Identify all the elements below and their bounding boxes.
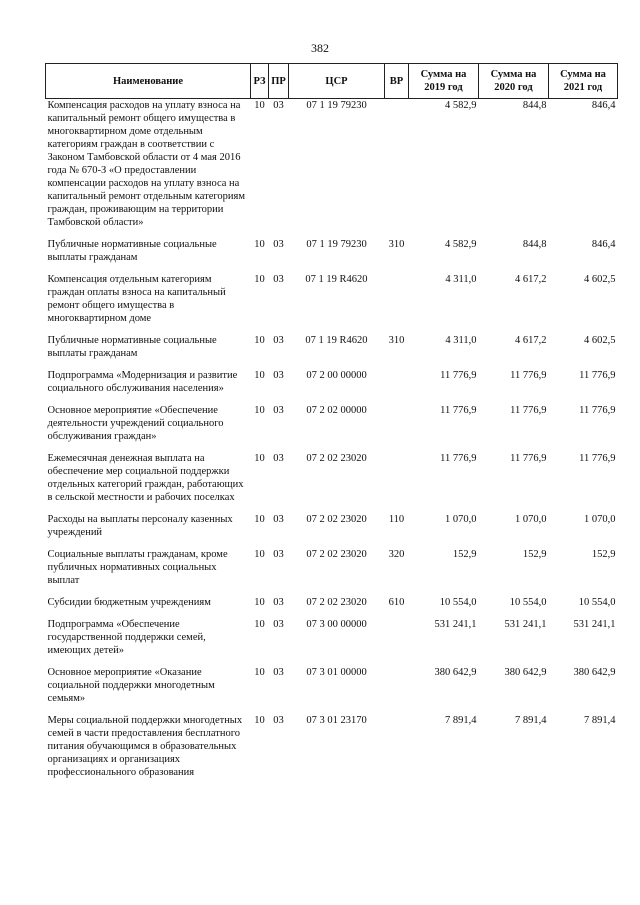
table-row [46, 618, 618, 666]
header-sum-2019: Сумма на 2019 год [409, 64, 479, 99]
row-pr: 03 [273, 549, 284, 560]
row-sum-2019: 4 311,0 [445, 274, 477, 285]
page-number: 382 [311, 41, 329, 55]
row-sum-2021: 380 642,9 [573, 667, 616, 678]
row-sum-2020: 380 642,9 [504, 667, 547, 678]
table-row [46, 714, 618, 788]
row-csr: 07 2 02 23020 [306, 514, 367, 525]
row-csr: 07 2 02 23020 [306, 549, 367, 560]
row-csr: 07 1 19 79230 [306, 239, 367, 250]
row-pr: 03 [273, 274, 284, 285]
row-name: Расходы на выплаты персоналу казенных учреждений [47, 514, 233, 538]
row-sum-2019: 4 311,0 [445, 335, 477, 346]
row-sum-2020: 4 617,2 [515, 274, 547, 285]
row-pr: 03 [273, 405, 284, 416]
row-name: Подпрограмма «Обеспечение государственной поддержки семей, имеющих детей» [47, 619, 206, 656]
row-csr: 07 1 19 R4620 [305, 274, 368, 285]
row-vr: 310 [388, 239, 405, 250]
row-rz: 10 [254, 453, 265, 464]
row-pr: 03 [273, 453, 284, 464]
header-csr: ЦСР [289, 64, 385, 99]
row-rz: 10 [254, 715, 265, 726]
table-row [46, 666, 618, 714]
row-sum-2020: 1 070,0 [515, 514, 547, 525]
table-row [46, 334, 618, 369]
row-sum-2021: 152,9 [591, 549, 616, 560]
table-row [46, 273, 618, 334]
row-sum-2019: 380 642,9 [434, 667, 477, 678]
row-name: Меры социальной поддержки многодетных семей в части предоставления бесплатного питания обучающимся в образовательных организациях и организациях профессионального образования [47, 715, 243, 778]
row-sum-2019: 11 776,9 [440, 405, 477, 416]
row-sum-2019: 531 241,1 [434, 619, 477, 630]
row-sum-2021: 7 891,4 [584, 715, 616, 726]
row-sum-2021: 11 776,9 [579, 405, 616, 416]
row-sum-2021: 1 070,0 [584, 514, 616, 525]
table-header-row [46, 64, 618, 99]
row-pr: 03 [273, 335, 284, 346]
row-sum-2021: 846,4 [591, 239, 616, 250]
row-pr: 03 [273, 597, 284, 608]
row-rz: 10 [254, 335, 265, 346]
row-vr [385, 714, 409, 788]
row-pr: 03 [273, 239, 284, 250]
row-rz: 10 [254, 239, 265, 250]
header-vr: ВР [385, 64, 409, 99]
row-pr: 03 [273, 100, 284, 111]
row-sum-2020: 11 776,9 [510, 453, 547, 464]
row-name: Ежемесячная денежная выплата на обеспечение мер социальной поддержки отдельных категорий граждан, работающих в сельской местности и рабочих поселках [47, 453, 244, 503]
row-sum-2021: 846,4 [591, 100, 616, 111]
row-sum-2019: 152,9 [452, 549, 477, 560]
row-sum-2021: 11 776,9 [579, 370, 616, 381]
row-sum-2019: 11 776,9 [440, 370, 477, 381]
row-name: Социальные выплаты гражданам, кроме публичных нормативных социальных выплат [47, 549, 228, 586]
row-pr: 03 [273, 370, 284, 381]
row-rz: 10 [254, 405, 265, 416]
row-sum-2020: 10 554,0 [509, 597, 547, 608]
row-vr [385, 273, 409, 334]
header-sum-2020: Сумма на 2020 год [479, 64, 549, 99]
row-name: Публичные нормативные социальные выплаты гражданам [47, 239, 217, 263]
row-rz: 10 [254, 514, 265, 525]
table-row [46, 404, 618, 452]
header-sum-2021: Сумма на 2021 год [549, 64, 618, 99]
row-sum-2020: 11 776,9 [510, 405, 547, 416]
row-vr: 110 [388, 514, 405, 525]
row-sum-2020: 4 617,2 [515, 335, 547, 346]
row-pr: 03 [273, 667, 284, 678]
header-rz: РЗ [251, 64, 269, 99]
row-vr [385, 404, 409, 452]
row-vr [385, 99, 409, 239]
row-rz: 10 [254, 619, 265, 630]
row-sum-2020: 7 891,4 [515, 715, 547, 726]
row-rz: 10 [254, 667, 265, 678]
row-vr [385, 369, 409, 404]
row-sum-2021: 4 602,5 [584, 274, 616, 285]
row-sum-2021: 11 776,9 [579, 453, 616, 464]
row-sum-2020: 844,8 [522, 239, 547, 250]
row-rz: 10 [254, 274, 265, 285]
row-pr: 03 [273, 715, 284, 726]
table-row [46, 369, 618, 404]
row-name: Основное мероприятие «Обеспечение деятельности учреждений социального обслуживания граждан» [47, 405, 224, 442]
row-rz: 10 [254, 100, 265, 111]
row-vr: 610 [388, 597, 405, 608]
header-pr: ПР [269, 64, 289, 99]
row-csr: 07 3 01 23170 [306, 715, 367, 726]
row-vr [385, 666, 409, 714]
row-sum-2021: 10 554,0 [578, 597, 616, 608]
row-name: Основное мероприятие «Оказание социальной поддержки многодетным семьям» [47, 667, 215, 704]
row-rz: 10 [254, 597, 265, 608]
row-csr: 07 3 01 00000 [306, 667, 367, 678]
table-row [46, 238, 618, 273]
row-csr: 07 1 19 79230 [306, 100, 367, 111]
table-row [46, 452, 618, 513]
row-sum-2019: 4 582,9 [445, 100, 477, 111]
row-csr: 07 2 02 23020 [306, 597, 367, 608]
table-row [46, 99, 618, 239]
row-sum-2021: 531 241,1 [573, 619, 616, 630]
row-sum-2019: 10 554,0 [439, 597, 477, 608]
row-sum-2020: 531 241,1 [504, 619, 547, 630]
table-row [46, 513, 618, 548]
row-name: Компенсация отдельным категориям граждан оплаты взноса на капитальный ремонт общего имущества в многоквартирном доме [47, 274, 226, 324]
row-name: Субсидии бюджетным учреждениям [47, 597, 211, 608]
row-sum-2020: 844,8 [522, 100, 547, 111]
row-csr: 07 3 00 00000 [306, 619, 367, 630]
table-row [46, 596, 618, 618]
budget-table [45, 63, 618, 788]
row-sum-2019: 1 070,0 [445, 514, 477, 525]
row-sum-2019: 7 891,4 [445, 715, 477, 726]
row-vr: 320 [388, 549, 405, 560]
table-row [46, 548, 618, 596]
row-rz: 10 [254, 370, 265, 381]
row-csr: 07 2 02 00000 [306, 405, 367, 416]
row-sum-2019: 11 776,9 [440, 453, 477, 464]
row-name: Публичные нормативные социальные выплаты гражданам [47, 335, 217, 359]
row-name: Подпрограмма «Модернизация и развитие социального обслуживания населения» [47, 370, 238, 394]
row-pr: 03 [273, 514, 284, 525]
row-name: Компенсация расходов на уплату взноса на капитальный ремонт общего имущества в многоквартирном доме отдельным категориям граждан в соответствии с Законом Тамбовской области от 4 мая 2016 года № 670-З «О предоставлении компенсации расходов на уплату взноса на капитальный ремонт отдельным категориям граждан, проживающим на территории Тамбовской области» [47, 100, 246, 228]
row-vr [385, 618, 409, 666]
row-sum-2019: 4 582,9 [445, 239, 477, 250]
header-name: Наименование [46, 64, 251, 99]
row-csr: 07 2 02 23020 [306, 453, 367, 464]
row-vr [385, 452, 409, 513]
row-csr: 07 1 19 R4620 [305, 335, 368, 346]
row-vr: 310 [388, 335, 405, 346]
row-pr: 03 [273, 619, 284, 630]
row-sum-2021: 4 602,5 [584, 335, 616, 346]
row-sum-2020: 152,9 [522, 549, 547, 560]
row-rz: 10 [254, 549, 265, 560]
row-sum-2020: 11 776,9 [510, 370, 547, 381]
row-csr: 07 2 00 00000 [306, 370, 367, 381]
